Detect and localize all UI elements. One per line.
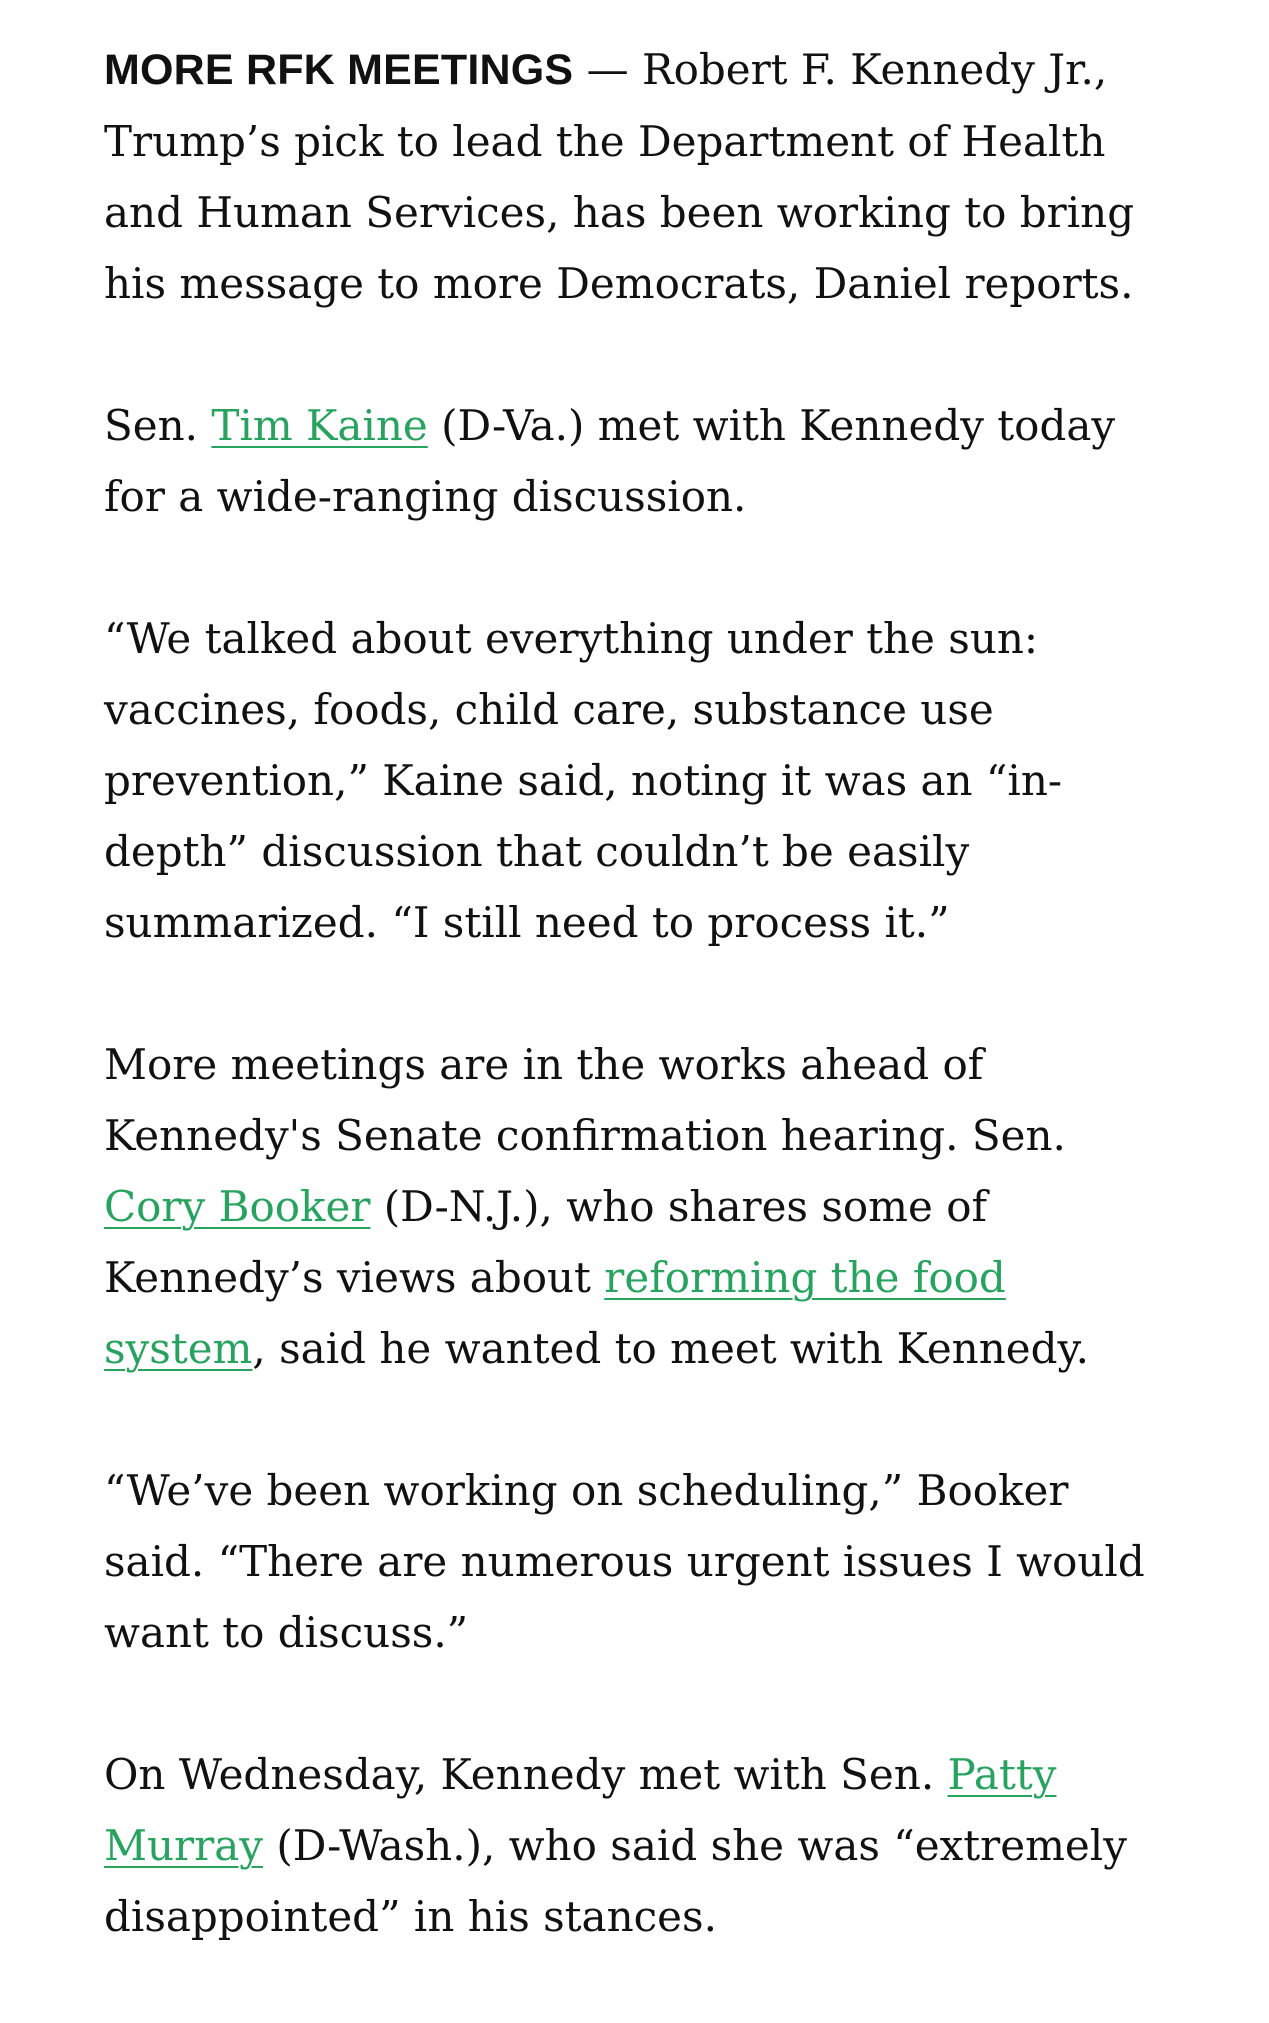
- patty-murray-link[interactable]: Patty Murray: [104, 1750, 1057, 1870]
- cory-booker-link[interactable]: Cory Booker: [104, 1182, 371, 1231]
- paragraph-intro: [104, 34, 1179, 319]
- kaine-post-text: (D-Va.) met with Kennedy today for a wide-ranging discussion.: [104, 401, 1116, 521]
- paragraph-kaine-quote: [104, 603, 1179, 958]
- murray-post-text: (D-Wash.), who said she was “extremely disappointed” in his stances.: [104, 1821, 1127, 1941]
- food-system-link[interactable]: reforming the food system: [104, 1253, 1006, 1373]
- paragraph-booker-quote: [104, 1455, 1179, 1668]
- paragraph-murray: [104, 1739, 1179, 1952]
- kaine-quote-text: “We talked about everything under the sun: vaccines, foods, child care, substance use prevention,” Kaine said, noting it was an “in-depth” discussion that couldn’t be easily summarized. “I still need to process it.”: [104, 614, 1063, 947]
- booker-post-text: , said he wanted to meet with Kennedy.: [252, 1324, 1090, 1373]
- kaine-pre-text: Sen.: [104, 401, 212, 450]
- booker-mid-text: (D-N.J.), who shares some of Kennedy’s views about: [104, 1182, 988, 1302]
- paragraph-booker: [104, 1029, 1179, 1384]
- tim-kaine-link[interactable]: Tim Kaine: [211, 401, 428, 450]
- section-headline: MORE RFK MEETINGS: [104, 46, 574, 94]
- article-body: [104, 34, 1179, 2023]
- murray-pre-text: On Wednesday, Kennedy met with Sen.: [104, 1750, 948, 1799]
- booker-pre-text: More meetings are in the works ahead of Kennedy's Senate confirmation hearing. Sen.: [104, 1040, 1066, 1160]
- intro-text: — Robert F. Kennedy Jr., Trump’s pick to lead the Department of Health and Human Services, has been working to bring his message to more Democrats, Daniel reports.: [104, 45, 1135, 308]
- booker-quote-text: “We’ve been working on scheduling,” Booker said. “There are numerous urgent issues I would want to discuss.”: [104, 1466, 1145, 1657]
- paragraph-kaine-meeting: [104, 390, 1179, 532]
